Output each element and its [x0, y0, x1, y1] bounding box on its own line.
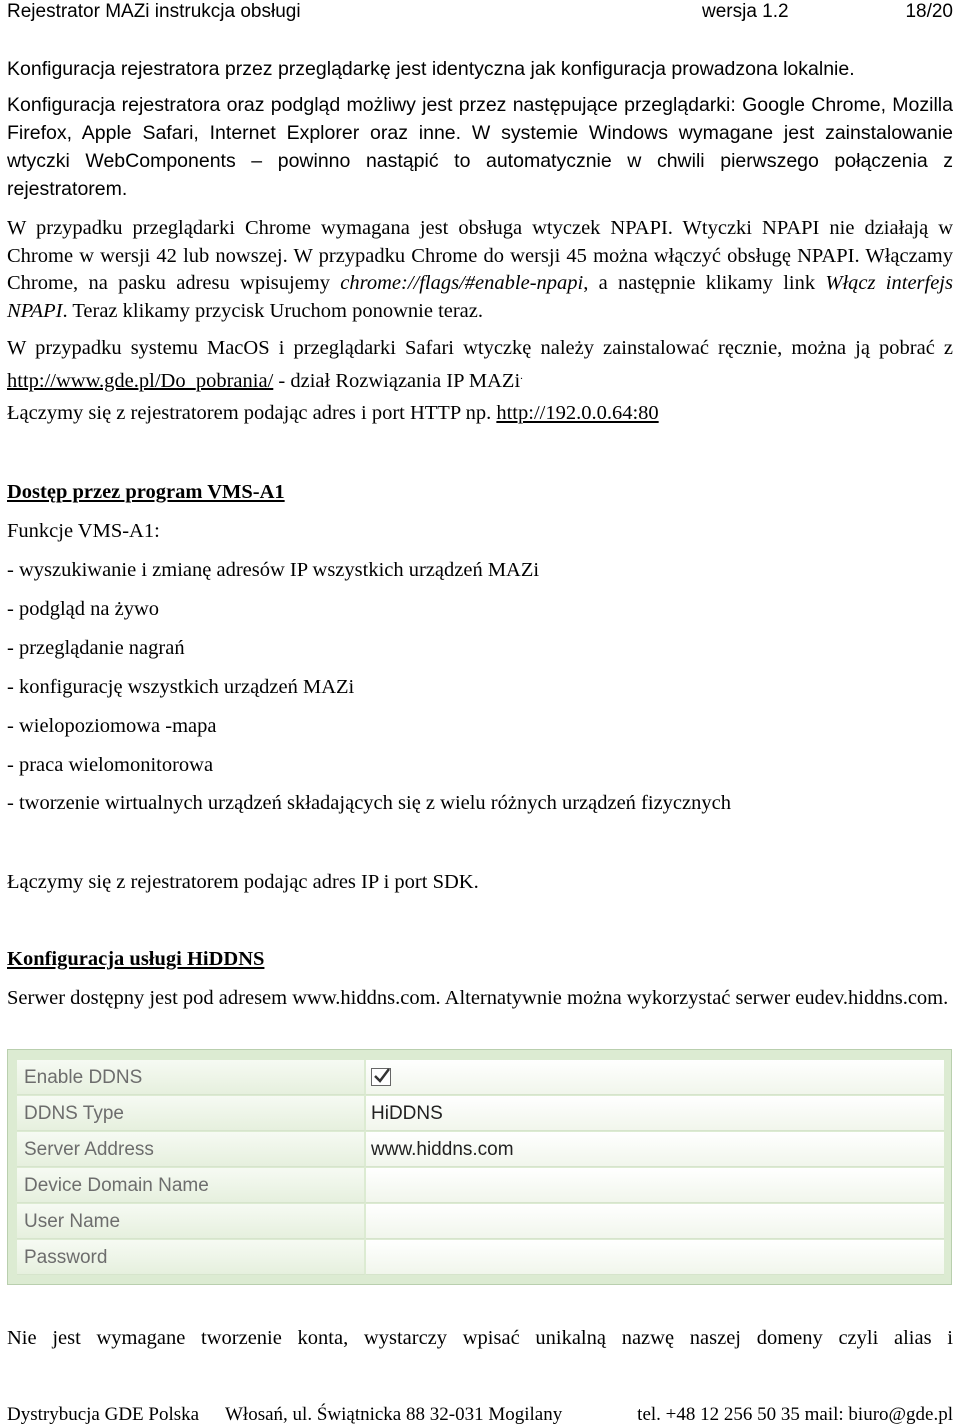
- vms-function-item: - tworzenie wirtualnych urządzeń składających się z wielu różnych urządzeń fizycznych: [7, 792, 731, 814]
- enable-npapi-link-name: Włącz interfejs NPAPI: [7, 272, 953, 322]
- ddns-label: Server Address: [17, 1132, 366, 1167]
- page-footer: [7, 1403, 953, 1427]
- hiddns-heading: Konfiguracja usługi HiDDNS: [7, 948, 265, 970]
- vms-function-item: - przeglądanie nagrań: [7, 637, 185, 659]
- download-link[interactable]: http://www.gde.pl/Do_pobrania/: [7, 369, 274, 392]
- vms-function-item: - wielopoziomowa -mapa: [7, 715, 217, 737]
- password-input[interactable]: [366, 1240, 944, 1275]
- intro-section: [7, 55, 953, 203]
- ddns-config-form: [17, 1060, 944, 1274]
- ddns-label: Device Domain Name: [17, 1168, 366, 1203]
- vms-function-item: - wyszukiwanie i zmianę adresów IP wszystkich urządzeń MAZi: [7, 559, 540, 581]
- footer-company: Dystrybucja GDE Polska: [7, 1404, 200, 1425]
- footer-address: Włosań, ul. Świątnicka 88 32-031 Mogilany: [225, 1404, 563, 1425]
- http-connect-text: Łączymy się z rejestratorem podając adres i port HTTP np.: [7, 402, 497, 424]
- ddns-row-domain: [17, 1168, 944, 1203]
- ddns-type-value[interactable]: HiDDNS: [366, 1096, 944, 1131]
- ddns-label: Password: [17, 1240, 366, 1275]
- ddns-label: Enable DDNS: [17, 1060, 366, 1095]
- chrome-note-text-2: , a następnie klikamy link: [583, 272, 826, 294]
- intro-paragraph-1: Konfiguracja rejestratora przez przeglądarkę jest identyczna jak konfiguracja prowadzona lokalnie.: [7, 58, 855, 80]
- intro-paragraph-2: Konfiguracja rejestratora oraz podgląd możliwy jest przez następujące przeglądarki: Google Chrome, Mozilla Firefox, Apple Safari, Internet Explorer oraz inne. W systemie Windows wymagane jest zainstalowanie wtyczki WebComponents – powinno nastąpić to automatycznie w chwili pierwszego połączenia z rejestratorem.: [7, 94, 953, 200]
- ddns-row-password: [17, 1240, 944, 1275]
- macos-note-paragraph: [7, 335, 953, 395]
- ddns-row-type: [17, 1096, 944, 1131]
- check-icon: [373, 1067, 391, 1085]
- header-version: wersja 1.2: [702, 1, 789, 22]
- chrome-flag-address: chrome://flags/#enable-npapi: [340, 272, 584, 294]
- enable-ddns-checkbox[interactable]: [371, 1068, 391, 1086]
- http-connect-line: [7, 400, 659, 426]
- chrome-npapi-note: [7, 215, 953, 325]
- page-header: [7, 0, 953, 24]
- chrome-note-paragraph: [7, 215, 953, 325]
- chrome-note-text-1: W przypadku przeglądarki Chrome wymagana jest obsługa wtyczek NPAPI. Wtyczki NPAPI nie działają w Chrome w wersji 42 lub nowszej. W przypadku Chrome do wersji 45 można włączyć obsługę NPAPI. Włączamy Chrome, na pasku adresu wpisujemy: [7, 217, 953, 294]
- ddns-row-enable: [17, 1060, 944, 1095]
- footer-contact: tel. +48 12 256 50 35 mail: biuro@gde.pl: [637, 1404, 953, 1425]
- vms-function-item: - praca wielomonitorowa: [7, 754, 214, 776]
- sdk-connect-line: Łączymy się z rejestratorem podając adres IP i port SDK.: [7, 871, 479, 893]
- macos-note-text-1: W przypadku systemu MacOS i przeglądarki Safari wtyczkę należy zainstalować ręcznie, można ją pobrać z: [7, 337, 953, 359]
- device-domain-name-input[interactable]: [366, 1168, 944, 1203]
- vms-function-item: - konfigurację wszystkich urządzeń MAZi: [7, 676, 355, 698]
- vms-functions-label: Funkcje VMS-A1:: [7, 520, 160, 542]
- chrome-note-text-3: . Teraz klikamy przycisk Uruchom ponownie teraz.: [62, 299, 484, 322]
- macos-note-text-2: - dział Rozwiązania IP MAZi: [273, 369, 521, 392]
- ddns-config-screenshot: [7, 1049, 952, 1285]
- ddns-row-server: [17, 1132, 944, 1167]
- server-address-value[interactable]: www.hiddns.com: [366, 1132, 944, 1167]
- ddns-value-cell: [366, 1060, 944, 1095]
- vms-heading: Dostęp przez program VMS-A1: [7, 481, 285, 503]
- ddns-label: DDNS Type: [17, 1096, 366, 1131]
- header-page-number: 18/20: [905, 1, 953, 22]
- hiddns-server-paragraph: Serwer dostępny jest pod adresem www.hiddns.com. Alternatywnie można wykorzystać serwer eudev.hiddns.com.: [7, 987, 949, 1009]
- macos-note-text-3: .: [520, 369, 523, 382]
- hiddns-server-section: [7, 985, 953, 1013]
- user-name-input[interactable]: [366, 1204, 944, 1239]
- http-example-link[interactable]: http://192.0.0.64:80: [496, 402, 659, 424]
- ddns-row-username: [17, 1204, 944, 1239]
- hiddns-account-text: Nie jest wymagane tworzenie konta, wystarczy wpisać unikalną nazwę naszej domeny czyli alias i: [7, 1327, 953, 1349]
- vms-function-item: - podgląd na żywo: [7, 598, 159, 620]
- macos-note: [7, 335, 953, 395]
- ddns-label: User Name: [17, 1204, 366, 1239]
- header-title: Rejestrator MAZi instrukcja obsługi: [7, 1, 301, 22]
